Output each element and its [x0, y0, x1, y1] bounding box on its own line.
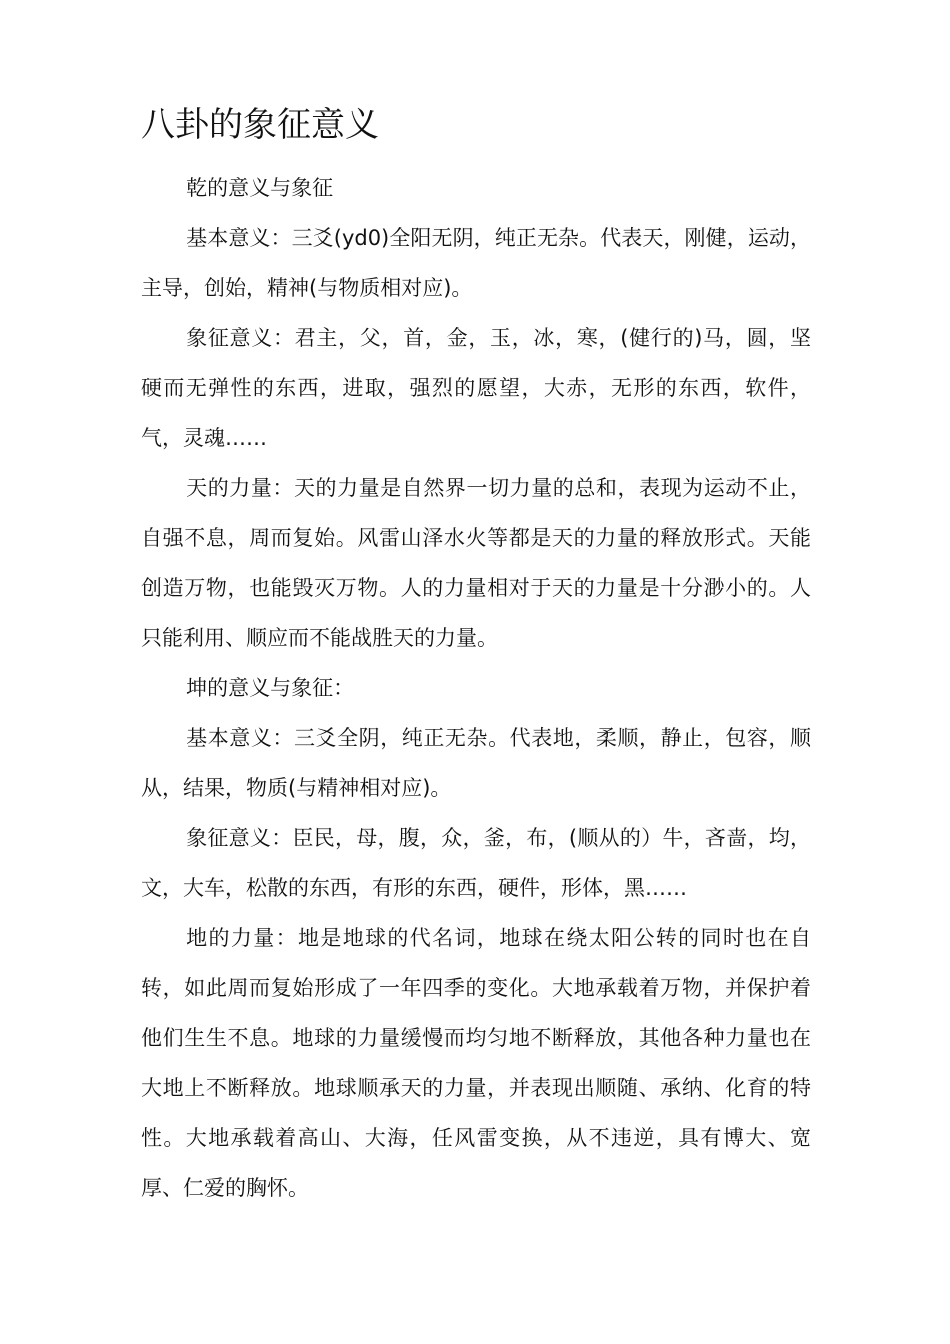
paragraph-qian-heading: 乾的意义与象征 — [186, 176, 334, 200]
paragraph-kun-heading: 坤的意义与象征： — [186, 676, 355, 700]
document-body — [141, 163, 811, 1213]
paragraph-earth-power: 地的力量：地是地球的代名词，地球在绕太阳公转的同时也在自转，如此周而复始形成了一年四季的变化。大地承载着万物，并保护着他们生生不息。地球的力量缓慢而均匀地不断释放，其他各种力量也在大地上不断释放。地球顺承天的力量，并表现出顺随、承纳、化育的特性。大地承载着高山、大海，任风雷变换，从不违逆，具有博大、宽厚、仁爱的胸怀。 — [141, 926, 811, 1200]
paragraph-qian-symbolic-meaning: 象征意义：君主，父，首，金，玉，冰，寒，(健行的)马，圆，坚硬而无弹性的东西，进取，强烈的愿望，大赤，无形的东西，软件，气，灵魂…… — [141, 326, 811, 450]
document-title: 八卦的象征意义 — [141, 105, 379, 145]
paragraph-kun-symbolic-meaning: 象征意义：臣民，母，腹，众，釜，布，(顺从的）牛，吝啬，均，文，大车，松散的东西，有形的东西，硬件，形体，黑…… — [141, 826, 811, 900]
paragraph-kun-basic-meaning: 基本意义：三爻全阴，纯正无杂。代表地，柔顺，静止，包容，顺从，结果，物质(与精神相对应)。 — [141, 726, 811, 800]
paragraph-heaven-power: 天的力量：天的力量是自然界一切力量的总和，表现为运动不止，自强不息，周而复始。风雷山泽水火等都是天的力量的释放形式。天能创造万物，也能毁灭万物。人的力量相对于天的力量是十分渺小的。人只能利用、顺应而不能战胜天的力量。 — [141, 476, 811, 650]
paragraph-qian-basic-meaning: 基本意义：三爻(yd0)全阳无阴，纯正无杂。代表天，刚健，运动，主导，创始，精神(与物质相对应)。 — [141, 226, 811, 300]
